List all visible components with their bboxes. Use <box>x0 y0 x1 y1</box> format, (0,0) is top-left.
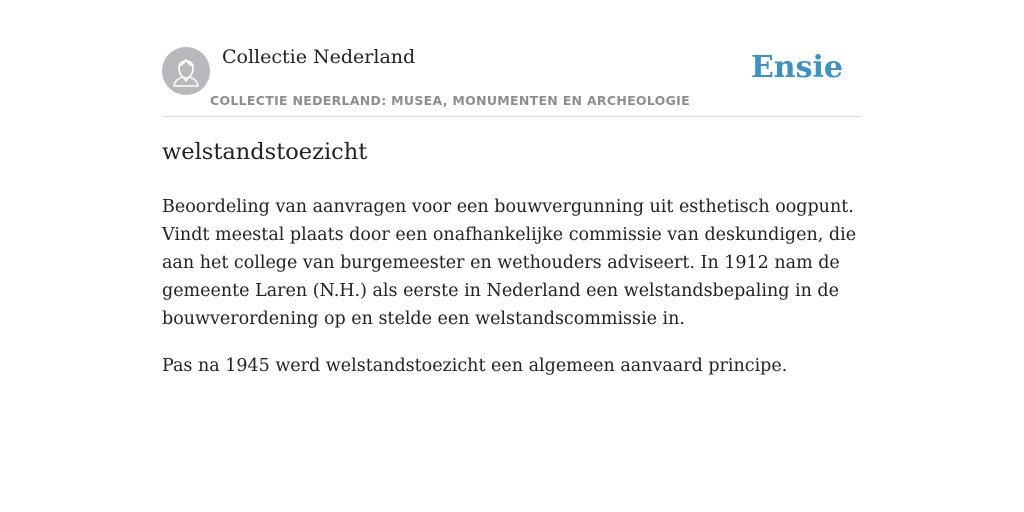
paragraph: Pas na 1945 werd welstandstoezicht een algemeen aanvaard principe. <box>162 356 788 376</box>
article-body <box>162 193 862 399</box>
source-label[interactable]: COLLECTIE NEDERLAND: MUSEA, MONUMENTEN EN ARCHEOLOGIE <box>210 93 690 108</box>
page-title: welstandstoezicht <box>162 139 368 165</box>
avatar[interactable] <box>162 47 210 95</box>
author-name[interactable]: Collectie Nederland <box>222 46 416 68</box>
user-silhouette-icon <box>162 47 210 95</box>
brand-logo[interactable]: Ensie <box>750 50 843 85</box>
header <box>162 40 862 117</box>
paragraph: Beoordeling van aanvragen voor een bouwvergunning uit esthetisch oogpunt. Vindt meestal plaats door een onafhankelijke commissie van deskundigen, die aan het college van burgemeester en wethouders adviseert. In 1912 nam de gemeente Laren (N.H.) als eerste in Nederland een welstandsbepaling in de bouwverordening op en stelde een welstandscommissie in. <box>162 197 857 329</box>
